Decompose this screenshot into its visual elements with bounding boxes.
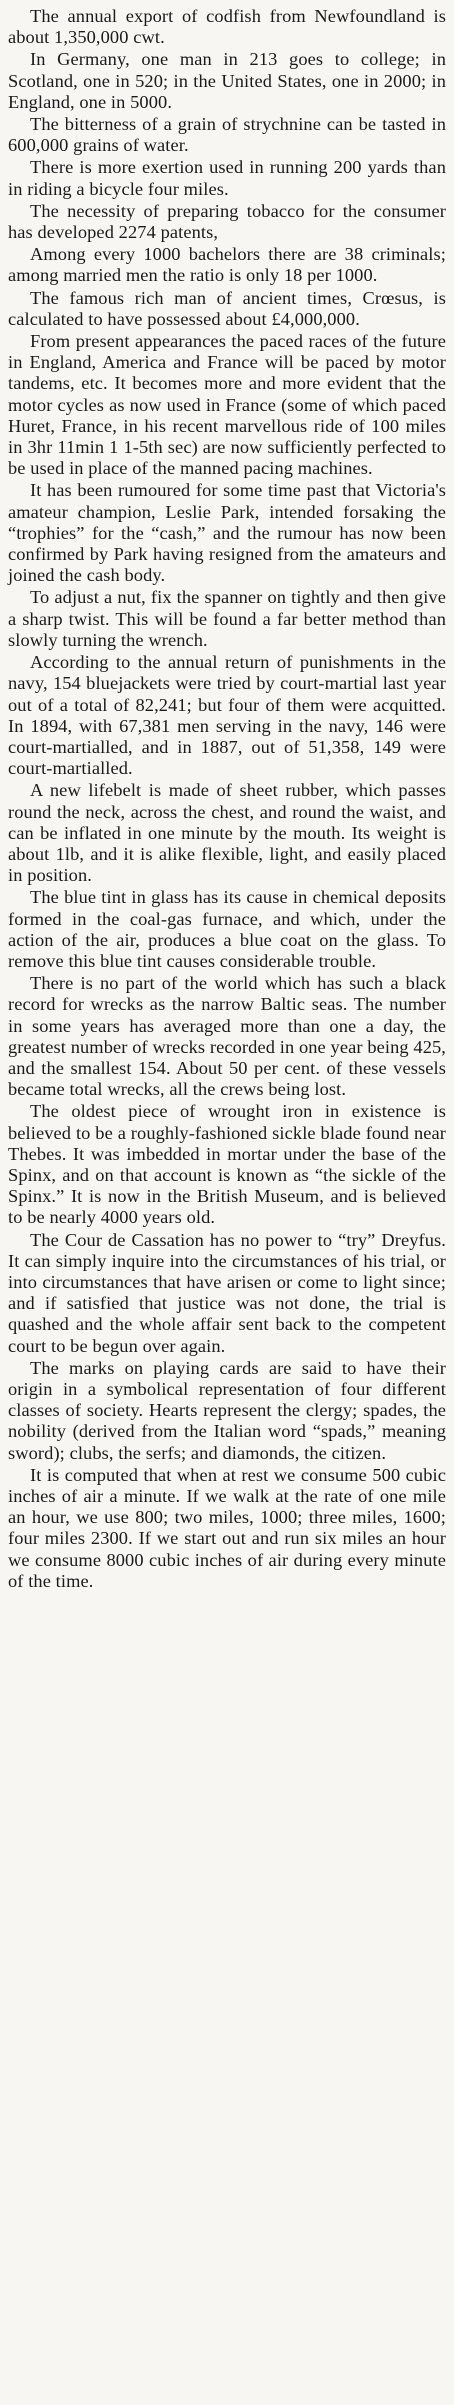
- paragraph-tobacco-patents: The necessity of preparing tobacco for the consumer has developed 2274 patents,: [8, 200, 446, 243]
- paragraph-bachelors-criminals: Among every 1000 bachelors there are 38 criminals; among married men the ratio is only 18 per 1000.: [8, 244, 446, 286]
- paragraph-air-consumption: It is computed that when at rest we consume 500 cubic inches of air a minute. If we walk at the rate of one mile an hour, we use 800; two miles, 1000; three miles, 1600; four miles 2300. If we start out and run six miles an hour we consume 8000 cubic inches of air during every minute of the time.: [8, 1464, 446, 1591]
- paragraph-playing-cards: The marks on playing cards are said to have their origin in a symbolical representation of four different classes of society. Hearts represent the clergy; spades, the nobility (derived from the Italian word “spads,” meaning sword); clubs, the serfs; and diamonds, the citizen.: [8, 1357, 446, 1463]
- paragraph-blue-tint-glass: The blue tint in glass has its cause in chemical deposits formed in the coal-gas furnace, and which, under the action of the air, produces a blue coat on the glass. To remove this blue tint causes considerable trouble.: [8, 887, 446, 971]
- paragraph-codfish-export: The annual export of codfish from Newfoundland is about 1,350,000 cwt.: [8, 6, 446, 48]
- paragraph-baltic-wrecks: There is no part of the world which has such a black record for wrecks as the narrow Baltic seas. The number in some years has averaged more than one a day, the greatest number of wrecks recorded in one year being 425, and the smallest 154. About 50 per cent. of these vessels became total wrecks, all the crews being lost.: [8, 973, 446, 1100]
- paragraph-adjust-nut: To adjust a nut, fix the spanner on tightly and then give a sharp twist. This will be found a far better method than slowly turning the wrench.: [8, 587, 446, 650]
- paragraph-college-ratios: In Germany, one man in 213 goes to college; in Scotland, one in 520; in the United States, one in 2000; in England, one in 5000.: [8, 49, 446, 112]
- paragraph-croesus: The famous rich man of ancient times, Crœsus, is calculated to have possessed about £4,000,000.: [8, 287, 446, 329]
- paragraph-wrought-iron: The oldest piece of wrought iron in existence is believed to be a roughly-fashioned sickle blade found near Thebes. It was imbedded in mortar under the base of the Spinx, and on that account is known as “the sickle of the Spinx.” It is now in the British Museum, and is believed to be nearly 4000 years old.: [8, 1101, 446, 1228]
- paragraph-strychnine: The bitterness of a grain of strychnine can be tasted in 600,000 grains of water.: [8, 114, 446, 156]
- paragraph-motor-pacing: From present appearances the paced races of the future in England, America and France will be paced by motor tandems, etc. It becomes more and more evident that the motor cycles as now used in France (some of which paced Huret, France, in his recent marvellous ride of 100 miles in 3hr 11min 1 1-5th sec) are now sufficiently perfected to be used in place of the manned pacing machines.: [8, 331, 446, 479]
- paragraph-leslie-park: It has been rumoured for some time past that Victoria's amateur champion, Leslie Park, intended forsaking the “trophies” for the “cash,” and the rumour has now been confirmed by Park having resigned from the amateurs and joined the cash body.: [8, 480, 446, 586]
- paragraph-navy-punishments: According to the annual return of punishments in the navy, 154 bluejackets were tried by court-martial last year out of a total of 82,241; but four of them were acquitted. In 1894, with 67,381 men serving in the navy, 146 were court-martialled, and in 1887, out of 51,358, 149 were court-martialled.: [8, 652, 446, 779]
- paragraph-lifebelt: A new lifebelt is made of sheet rubber, which passes round the neck, across the chest, and round the waist, and can be inflated in one minute by the mouth. Its weight is about 1lb, and it is alike flexible, light, and easily placed in position.: [8, 780, 446, 886]
- paragraph-dreyfus: The Cour de Cassation has no power to “try” Dreyfus. It can simply inquire into the circumstances of his trial, or into circumstances that have arisen or come to light since; and if satisfied that justice was not done, the trial is quashed and the whole affair sent back to the competent court to be begun over again.: [8, 1229, 446, 1356]
- paragraph-running-exertion: There is more exertion used in running 200 yards than in riding a bicycle four miles.: [8, 157, 446, 199]
- newspaper-column: [8, 6, 446, 1593]
